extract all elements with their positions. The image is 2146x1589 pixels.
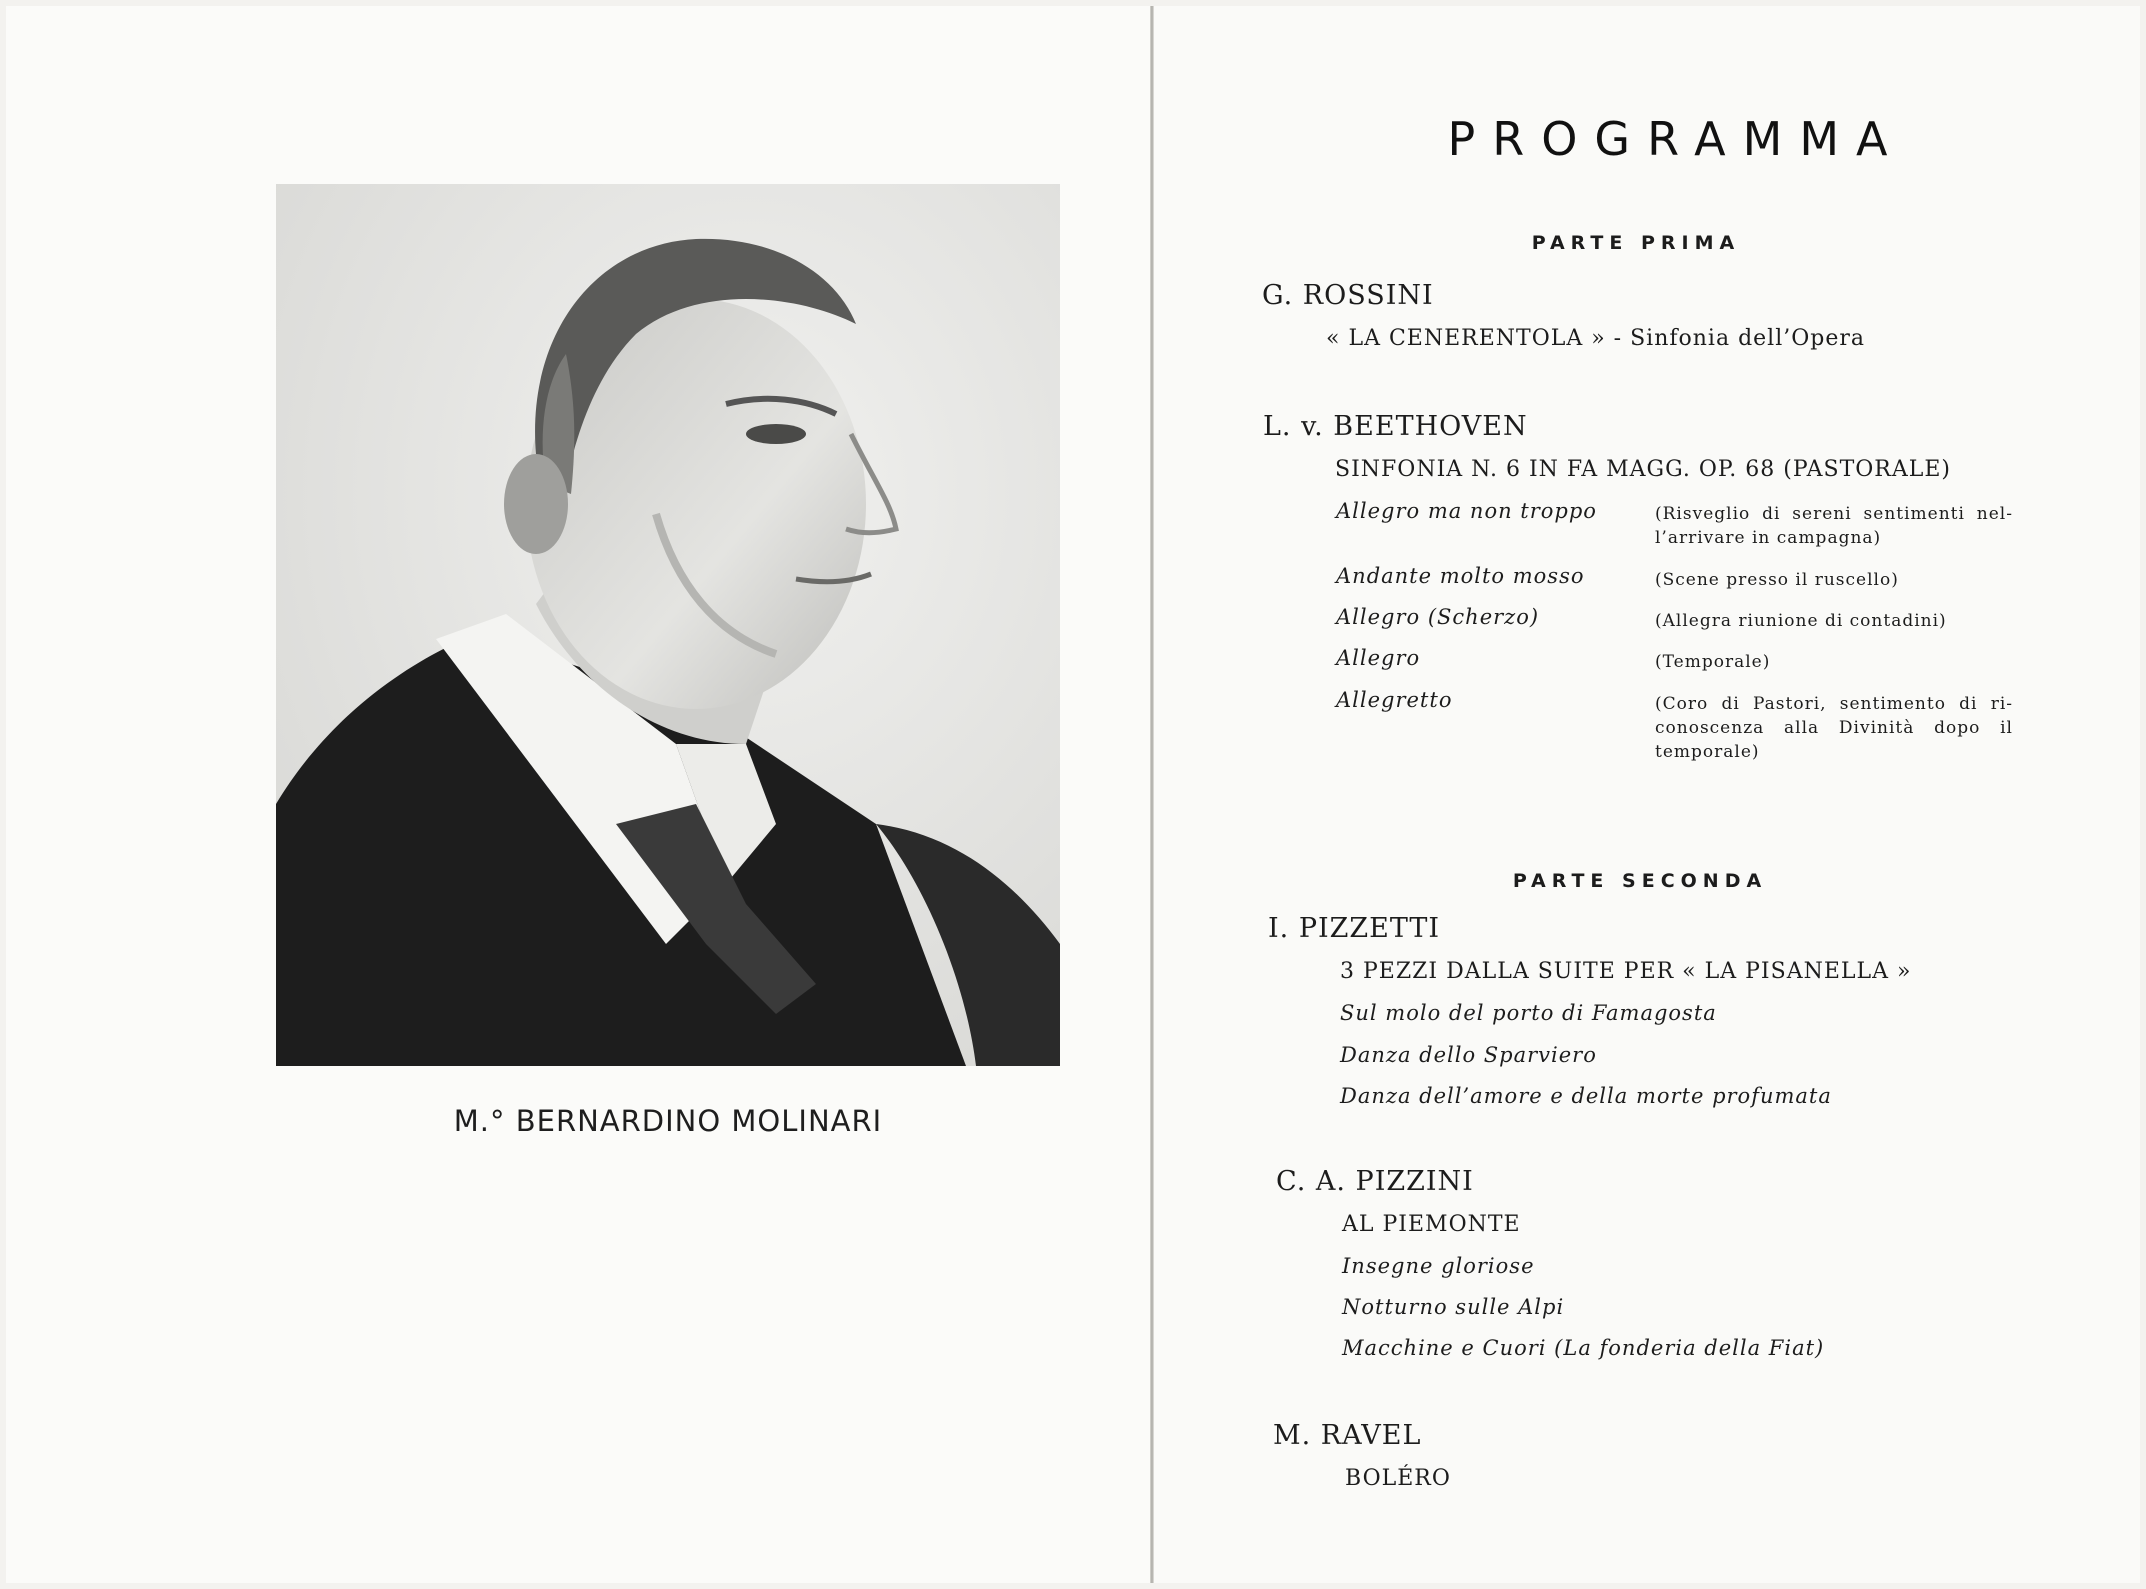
movement-name: Allegro xyxy=(1336,646,1421,670)
movement-description: (Coro di Pastori, sentimento di ri-conoscenza alla Divinità dopo il temporale) xyxy=(1655,694,2013,762)
portrait-caption: M.° BERNARDINO MOLINARI xyxy=(453,1104,883,1138)
programme-title: PROGRAMMA xyxy=(1447,112,1905,166)
composer-beethoven: L. v. BEETHOVEN xyxy=(1263,411,1528,442)
movement-name: Allegro ma non troppo xyxy=(1336,499,1597,523)
movement-description: (Scene presso il ruscello) xyxy=(1655,570,1899,590)
portrait-illustration xyxy=(276,184,1060,1066)
movement-description: (Risveglio di sereni sentimenti nel-l’arrivare in campagna) xyxy=(1655,504,2013,548)
part-one-heading: PARTE PRIMA xyxy=(1531,232,1741,254)
composer-ravel: M. RAVEL xyxy=(1273,1420,1422,1451)
piece-name: Macchine e Cuori (La fonderia della Fiat) xyxy=(1342,1336,1825,1360)
movement-name: Allegro (Scherzo) xyxy=(1336,605,1540,629)
piece-name: Danza dell’amore e della morte profumata xyxy=(1340,1084,1832,1108)
composer-rossini: G. ROSSINI xyxy=(1262,280,1434,311)
movement-name: Allegretto xyxy=(1336,688,1453,712)
conductor-portrait xyxy=(276,184,1060,1066)
page-fold xyxy=(1150,6,1154,1583)
work-beethoven: SINFONIA N. 6 IN FA MAGG. OP. 68 (PASTORALE) xyxy=(1335,457,1951,482)
piece-name: Notturno sulle Alpi xyxy=(1342,1295,1565,1319)
part-two-heading: PARTE SECONDA xyxy=(1512,870,1768,892)
work-ravel: BOLÉRO xyxy=(1345,1466,1451,1491)
piece-name: Danza dello Sparviero xyxy=(1340,1043,1597,1067)
movement-name: Andante molto mosso xyxy=(1336,564,1585,588)
piece-name: Sul molo del porto di Famagosta xyxy=(1340,1001,1717,1025)
composer-pizzini: C. A. PIZZINI xyxy=(1276,1166,1474,1197)
work-rossini: « LA CENERENTOLA » - Sinfonia dell’Opera xyxy=(1326,326,1866,351)
work-pizzini: AL PIEMONTE xyxy=(1342,1212,1521,1237)
movement-description: (Temporale) xyxy=(1655,652,1771,672)
piece-name: Insegne gloriose xyxy=(1342,1254,1535,1278)
movement-description: (Allegra riunione di contadini) xyxy=(1655,611,1947,631)
work-pizzetti: 3 PEZZI DALLA SUITE PER « LA PISANELLA » xyxy=(1340,959,1912,984)
composer-pizzetti: I. PIZZETTI xyxy=(1268,913,1441,944)
